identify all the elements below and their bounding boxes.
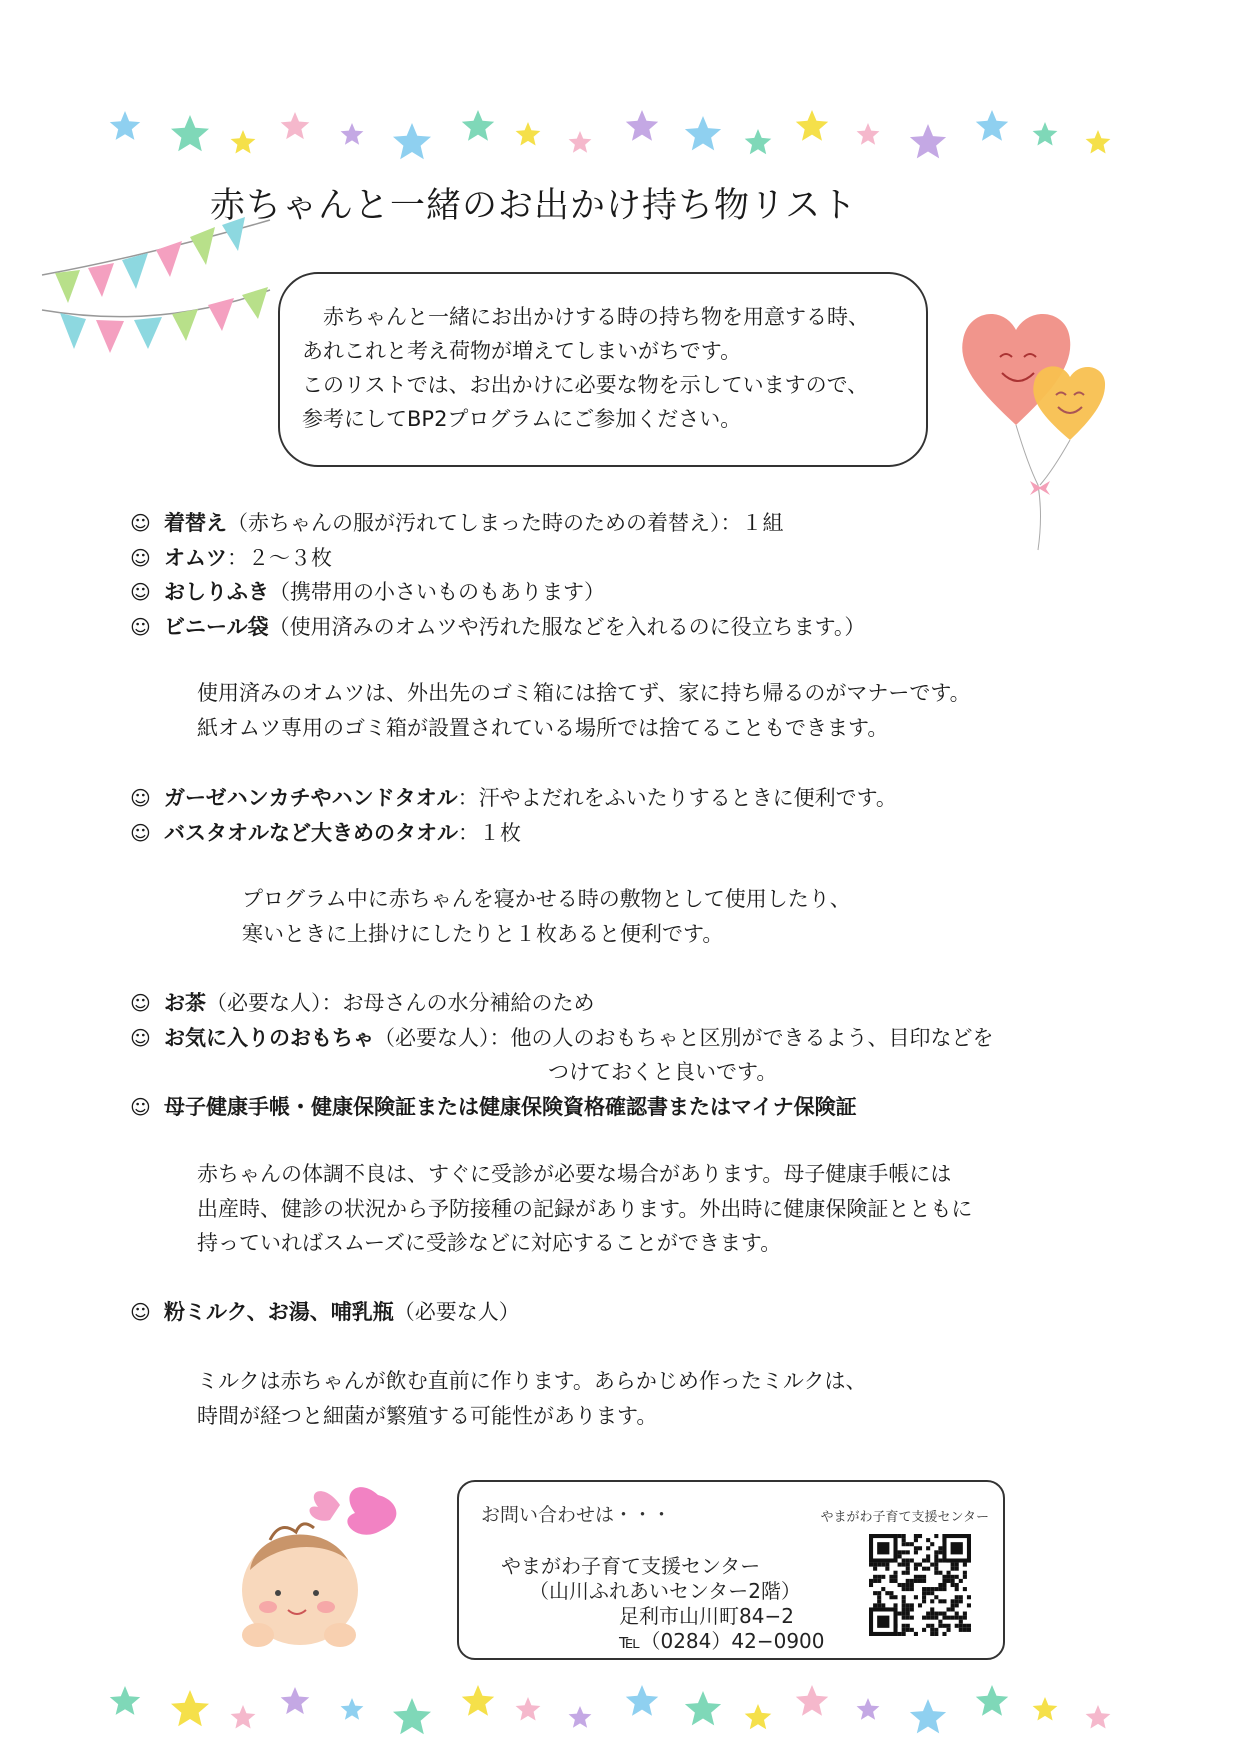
smiley-icon: ☺: [130, 786, 151, 810]
star-icon: [626, 1685, 658, 1716]
star-icon: [110, 111, 140, 140]
star-icon: [569, 131, 592, 153]
star-icon: [976, 110, 1008, 141]
star-icon: [796, 110, 828, 141]
item-name: バスタオルなど大きめのタオル: [164, 820, 458, 845]
note-line: 持っていればスムーズに受診などに対応することができます。: [197, 1231, 782, 1255]
list-item-plastic-bag: [130, 610, 1130, 645]
baby-illustration: [230, 1475, 410, 1660]
qr-caption: やまがわ子育て支援センター: [820, 1510, 989, 1525]
star-icon: [910, 124, 946, 158]
note-bath-towel: [242, 882, 851, 951]
smiley-icon: ☺: [130, 1025, 151, 1050]
item-name: お気に入りのおもちゃ: [164, 1025, 374, 1050]
star-icon: [685, 116, 721, 150]
item-name: お茶: [164, 991, 206, 1015]
star-icon: [910, 1699, 946, 1733]
star-icon: [341, 123, 364, 145]
checklist-group-1: [130, 506, 1130, 644]
top-star-border: [0, 105, 1242, 175]
smiley-icon: ☺: [130, 511, 151, 535]
intro-line: このリストでは、お出かけに必要な物を示していますので、: [302, 373, 869, 397]
note-health: [197, 1157, 972, 1261]
star-icon: [393, 1698, 431, 1734]
star-icon: [341, 1698, 364, 1720]
star-icon: [393, 123, 431, 159]
list-item-wipes: [130, 575, 1130, 610]
note-line: 寒いときに上掛けにしたりと１枚あると便利です。: [242, 921, 724, 946]
smiley-icon: ☺: [130, 820, 151, 845]
smiley-icon: ☺: [130, 991, 151, 1015]
smiley-icon: ☺: [130, 545, 151, 570]
item-detail: （必要な人）：お母さんの水分補給のため: [206, 991, 595, 1015]
contact-address: 足利市山川町84−2: [619, 1604, 794, 1628]
item-detail: （使用済みのオムツや汚れた服などを入れるのに役立ちます。）: [268, 614, 866, 639]
list-item-tea: [130, 986, 1130, 1021]
star-icon: [231, 1705, 256, 1729]
list-item-towel: [130, 781, 1130, 816]
star-icon: [626, 110, 658, 141]
star-icon: [796, 1685, 828, 1716]
intro-line: 参考にしてBP2プログラムにご参加ください。: [302, 407, 742, 431]
list-item-toy-continued: つけておくと良いです。: [548, 1060, 778, 1084]
list-item-toy: [130, 1021, 1130, 1056]
checklist-group-2: [130, 781, 1130, 850]
star-icon: [110, 1686, 140, 1715]
contact-heading: お問い合わせは・・・: [481, 1504, 672, 1526]
smiley-icon: ☺: [130, 580, 151, 604]
star-icon: [857, 123, 880, 145]
item-detail: ：１枚: [458, 820, 521, 845]
star-icon: [462, 110, 494, 141]
intro-box: [278, 272, 928, 467]
checklist-group-4: [130, 1295, 1130, 1330]
item-name: おしりふき: [164, 580, 269, 604]
intro-line: 赤ちゃんと一緒にお出かけする時の持ち物を用意する時、: [323, 305, 869, 329]
note-milk: [197, 1364, 866, 1433]
star-icon: [685, 1691, 721, 1725]
note-line: ミルクは赤ちゃんが飲む直前に作ります。あらかじめ作ったミルクは、: [197, 1369, 867, 1393]
star-icon: [745, 129, 772, 154]
list-item-clothes: [130, 506, 1130, 541]
star-icon: [569, 1706, 592, 1728]
star-icon: [231, 130, 256, 154]
list-item-health-handbook: [130, 1090, 1130, 1125]
list-item-diapers: [130, 541, 1130, 576]
note-line: 紙オムツ専用のゴミ箱が設置されている場所では捨てることもできます。: [197, 715, 889, 740]
star-icon: [1033, 1697, 1058, 1721]
item-name: ガーゼハンカチやハンドタオル: [164, 786, 458, 810]
contact-tel: ℡（0284）42−0900: [619, 1629, 825, 1653]
bunting-illustration: [40, 215, 280, 365]
note-line: 出産時、健診の状況から予防接種の記録があります。外出時に健康保険証とともに: [197, 1196, 973, 1221]
star-icon: [281, 1687, 310, 1714]
item-name: ビニール袋: [164, 614, 269, 639]
item-detail: （必要な人）: [393, 1300, 520, 1324]
contact-building: （山川ふれあいセンター2階）: [529, 1579, 801, 1603]
item-detail: （赤ちゃんの服が汚れてしまった時のための着替え）：１組: [227, 511, 784, 535]
item-detail: （必要な人）：他の人のおもちゃと区別ができるよう、目印などを: [374, 1025, 994, 1050]
qr-code-icon[interactable]: [869, 1534, 971, 1636]
checklist-group-3: [130, 986, 1130, 1124]
item-detail: ：汗やよだれをふいたりするときに便利です。: [457, 786, 897, 810]
list-item-milk: [130, 1295, 1130, 1330]
item-name: 着替え: [164, 511, 227, 535]
note-line: 時間が経つと細菌が繁殖する可能性があります。: [197, 1403, 658, 1428]
star-icon: [516, 1697, 541, 1721]
star-icon: [745, 1704, 772, 1729]
note-line: 赤ちゃんの体調不良は、すぐに受診が必要な場合があります。母子健康手帳には: [197, 1162, 952, 1186]
star-icon: [171, 115, 209, 151]
note-line: プログラム中に赤ちゃんを寝かせる時の敷物として使用したり、: [242, 887, 851, 911]
item-detail: ：２～３枚: [227, 545, 332, 570]
page-title: 赤ちゃんと一緒のお出かけ持ち物リスト: [210, 186, 858, 226]
smiley-icon: ☺: [130, 614, 151, 639]
star-icon: [857, 1698, 880, 1720]
item-detail: （携帯用の小さいものもあります）: [269, 580, 605, 604]
smiley-icon: ☺: [130, 1094, 151, 1119]
item-name: オムツ: [164, 545, 227, 570]
note-diapers: [197, 676, 971, 745]
contact-name: やまがわ子育て支援センター: [501, 1554, 761, 1578]
list-item-bath-towel: [130, 816, 1130, 851]
star-icon: [516, 122, 541, 146]
star-icon: [1086, 1705, 1111, 1729]
star-icon: [1086, 130, 1111, 154]
item-name: 粉ミルク、お湯、哺乳瓶: [164, 1300, 394, 1324]
smiley-icon: ☺: [130, 1300, 151, 1324]
intro-line: あれこれと考え荷物が増えてしまいがちです。: [302, 339, 742, 363]
star-icon: [171, 1690, 209, 1726]
note-line: 使用済みのオムツは、外出先のゴミ箱には捨てず、家に持ち帰るのがマナーです。: [197, 681, 971, 705]
star-icon: [976, 1685, 1008, 1716]
star-icon: [281, 112, 310, 139]
item-name: 母子健康手帳・健康保険証または健康保険資格確認書またはマイナ保険証: [164, 1094, 857, 1119]
contact-box: [457, 1480, 1005, 1660]
star-icon: [1033, 122, 1058, 146]
star-icon: [462, 1685, 494, 1716]
bottom-star-border: [0, 1680, 1242, 1750]
